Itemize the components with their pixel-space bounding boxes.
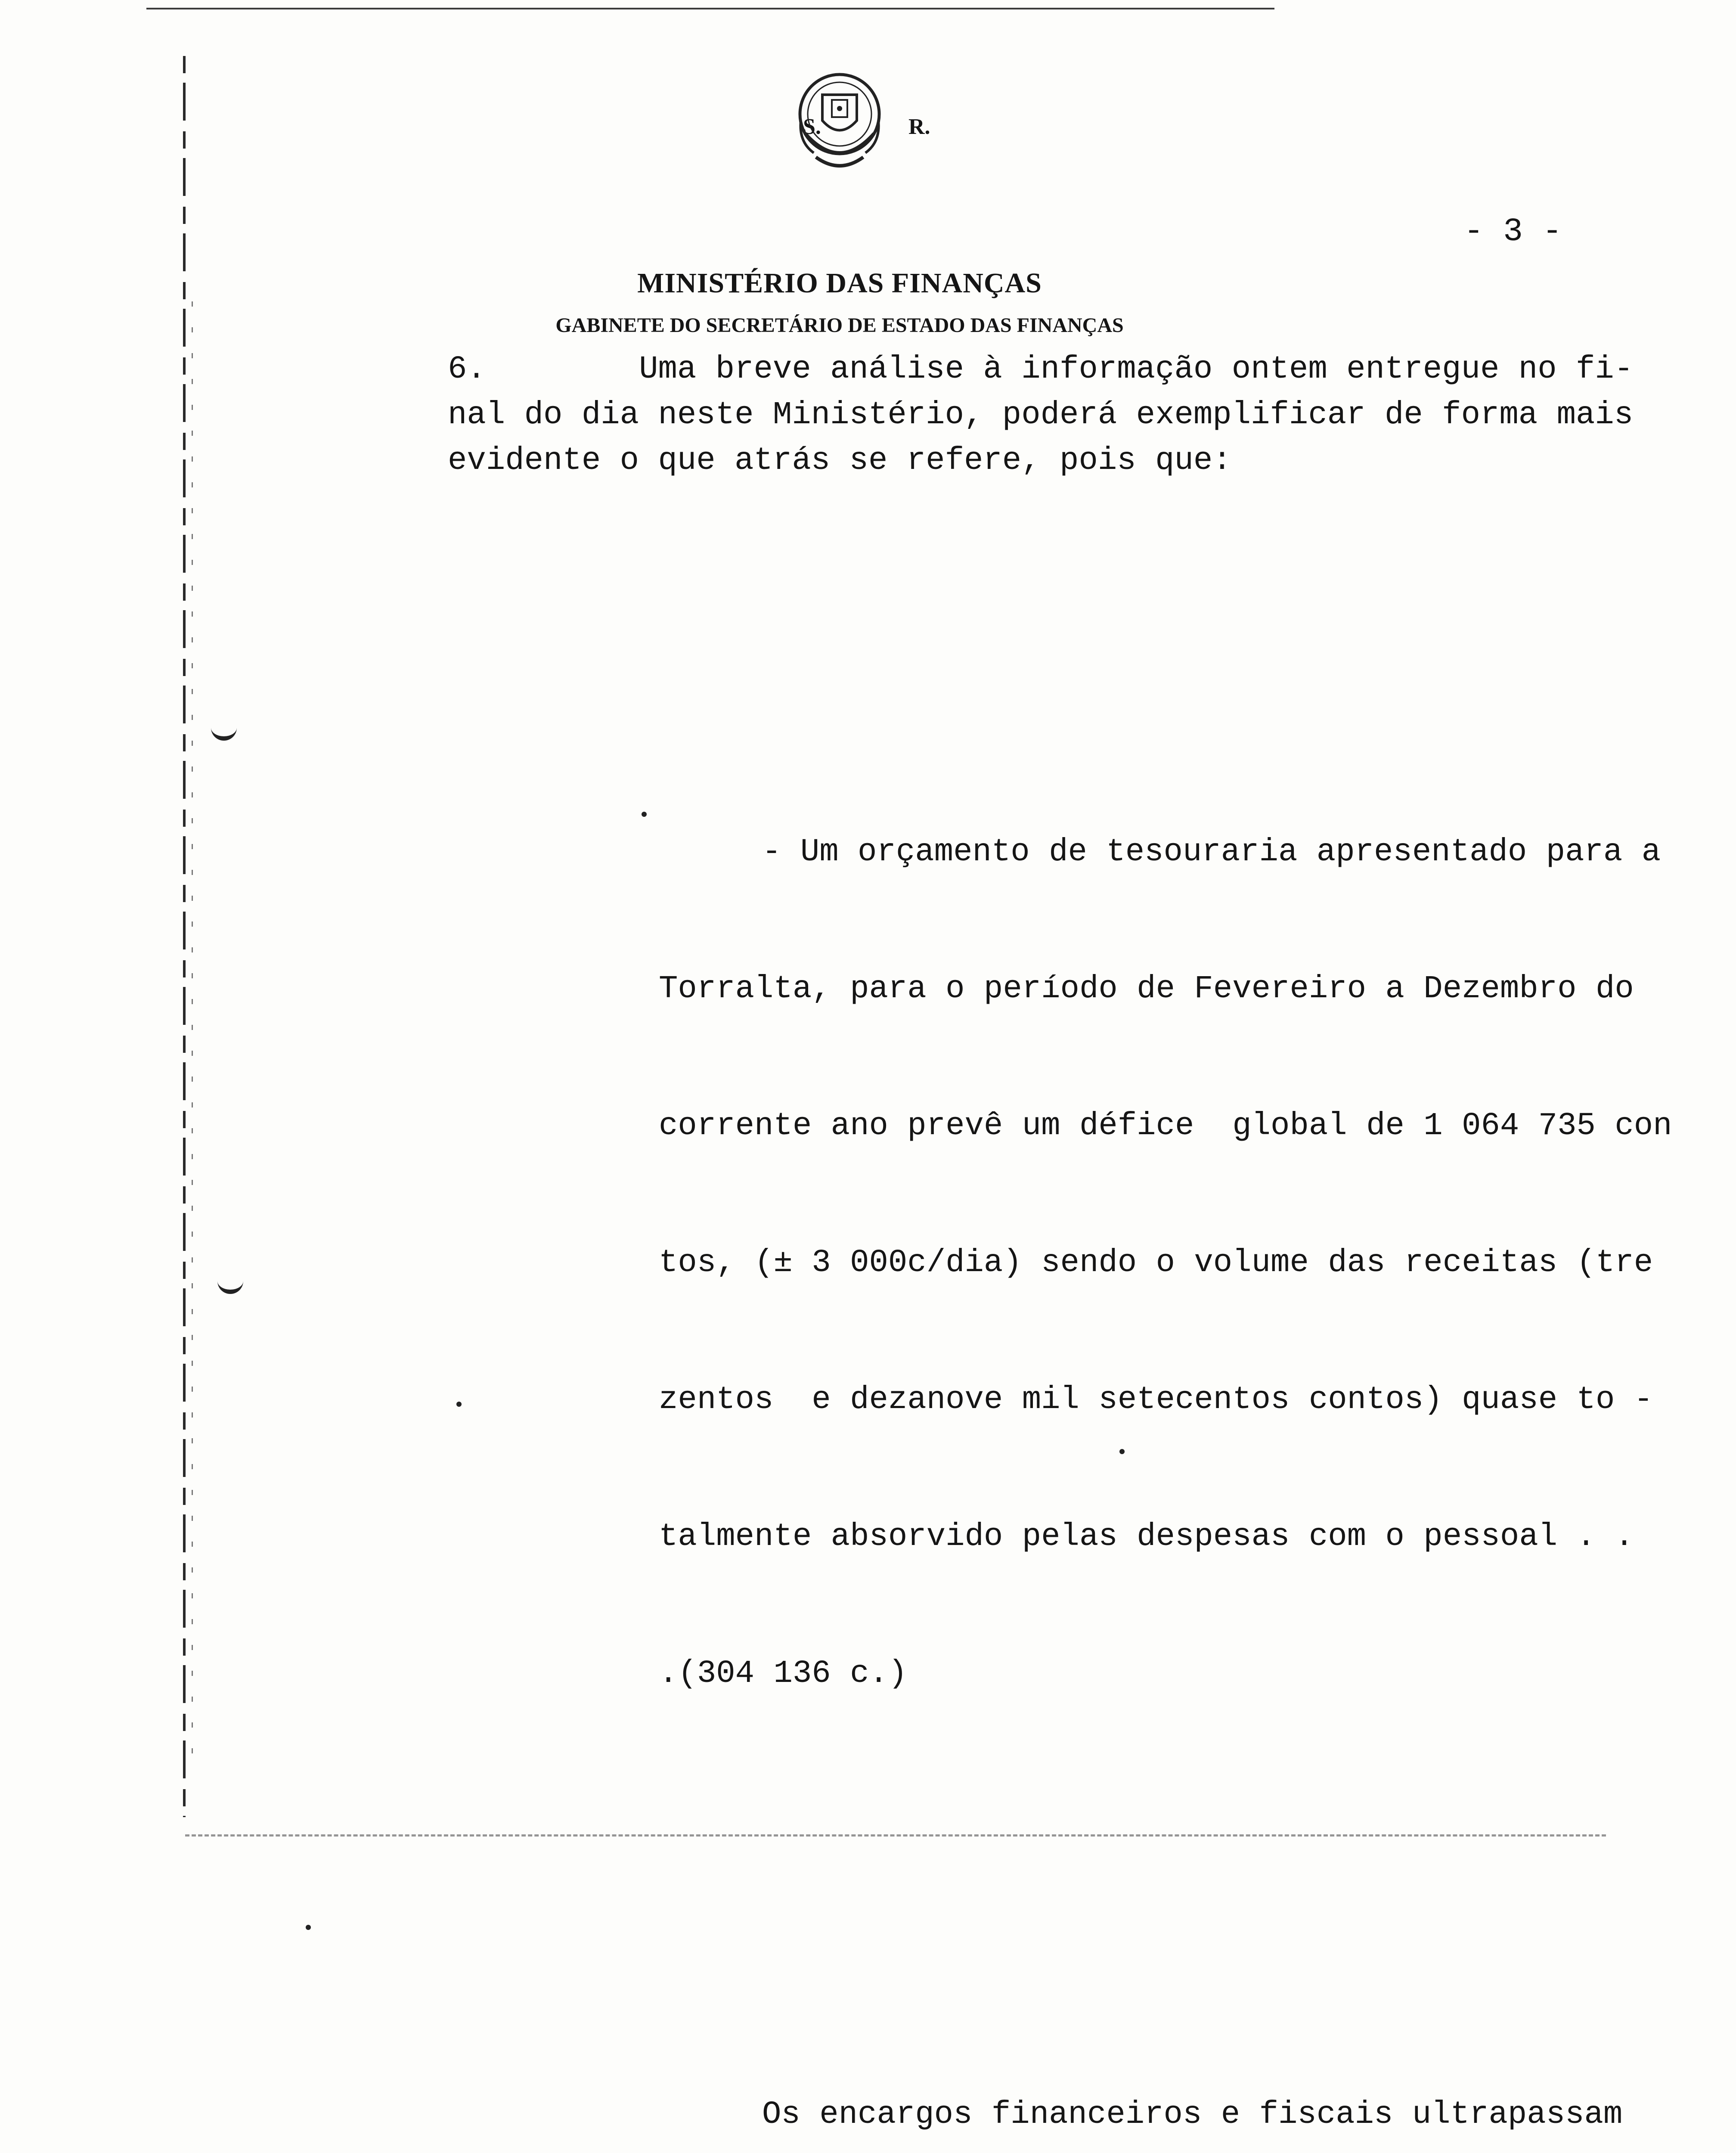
seal-row [474, 69, 1206, 185]
seal-letter-left: S. [803, 115, 821, 139]
text-line: - Um orçamento de tesouraria apresentado para a [762, 834, 1661, 870]
budget-item-charges [659, 2001, 1691, 2153]
text-line: zentos e dezanove mil setecentos contos) quase to - [659, 1382, 1653, 1418]
text-line: corrente ano prevê um défice global de 1 064 735 con [659, 1108, 1672, 1144]
coat-of-arms-icon [775, 69, 904, 181]
letterhead [474, 69, 1206, 337]
binding-margin-dots [192, 301, 193, 1765]
text-line: Torralta, para o período de Fevereiro a Dezembro do [659, 971, 1634, 1007]
paragraph-6 [448, 347, 1633, 484]
text-line: tos, (± 3 000c/dia) sendo o volume das receitas (tre [659, 1245, 1653, 1281]
text-line: nal do dia neste Ministério, poderá exemplificar de forma mais [448, 397, 1634, 433]
ministry-title: MINISTÉRIO DAS FINANÇAS [637, 267, 1042, 299]
punch-hole-mark [217, 1277, 243, 1294]
seal-letter-right: R. [908, 115, 930, 139]
binding-margin-line [183, 56, 186, 1817]
cabinet-subtitle: GABINETE DO SECRETÁRIO DE ESTADO DAS FINANÇAS [555, 314, 1124, 337]
page-number: - 3 - [1464, 213, 1562, 250]
top-edge-rule [146, 8, 1274, 9]
text-line: talmente absorvido pelas despesas com o pessoal . . [659, 1519, 1634, 1555]
text-line: 6. Uma breve análise à informação ontem entregue no fi- [448, 351, 1634, 388]
ink-speck [642, 812, 647, 817]
budget-item-torralta [659, 738, 1691, 1788]
text-line: .(304 136 c.) [659, 1656, 908, 1692]
ink-speck [306, 1925, 311, 1930]
punch-hole-mark [211, 723, 237, 741]
ink-speck [456, 1402, 462, 1407]
text-line: evidente o que atrás se refere, pois que: [448, 443, 1232, 479]
budget-items [659, 525, 1691, 2153]
text-line: Os encargos financeiros e fiscais ultrapassam [762, 2097, 1623, 2133]
